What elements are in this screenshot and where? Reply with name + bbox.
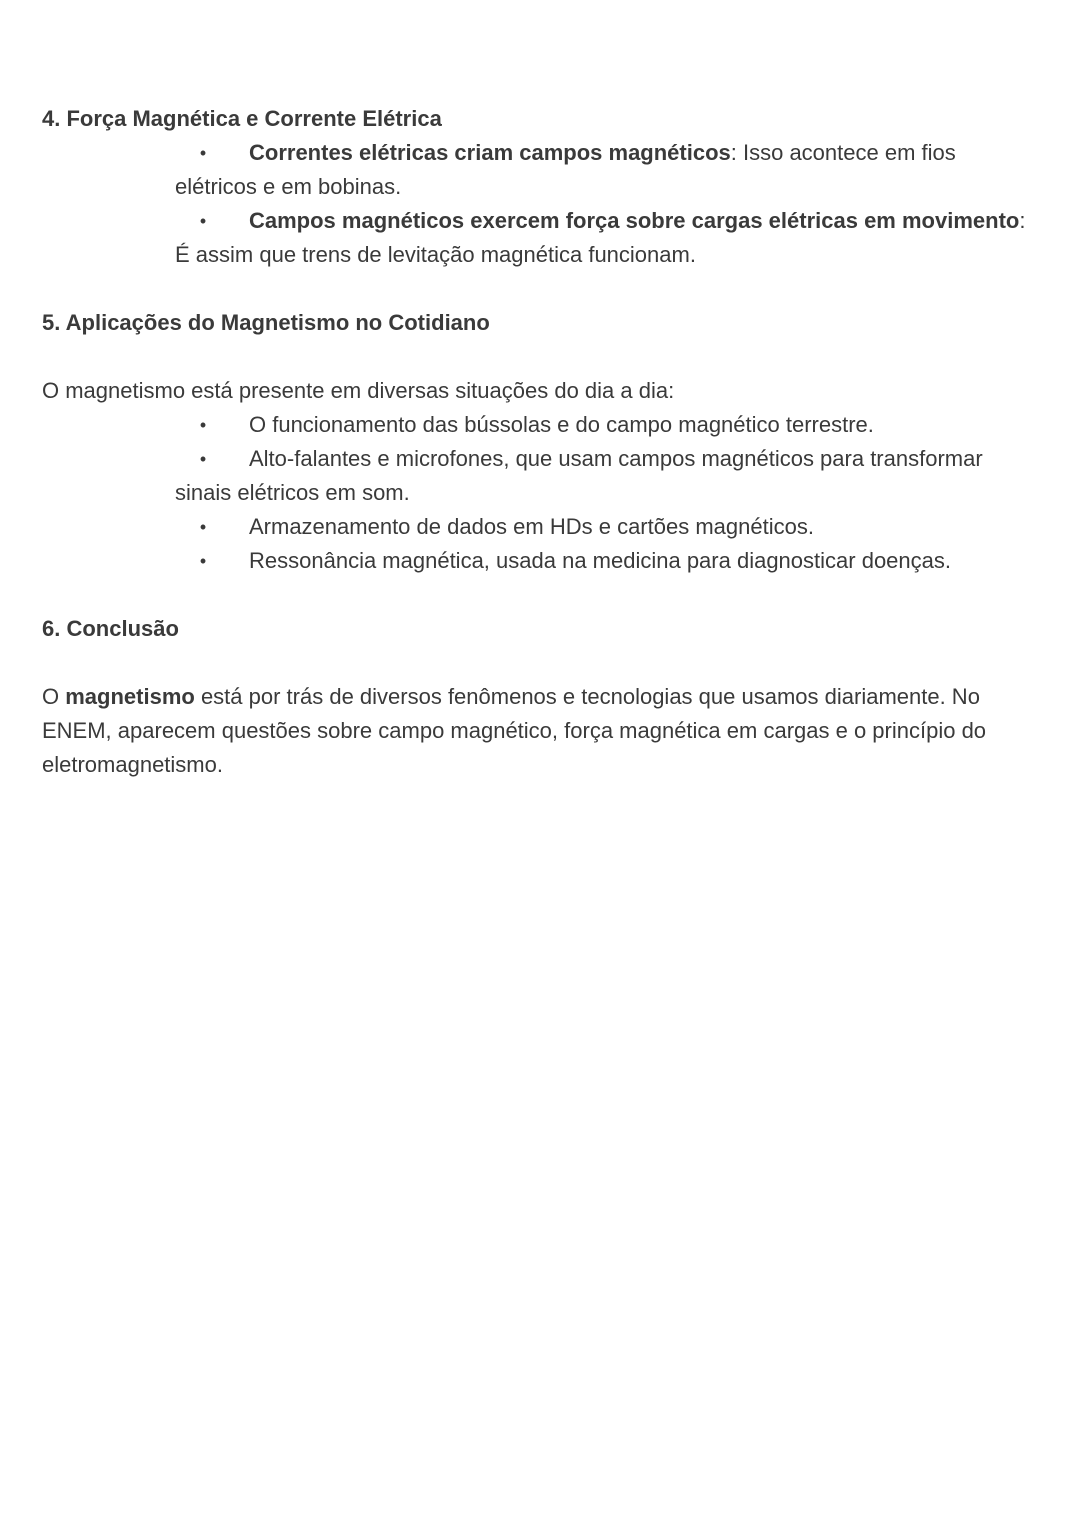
section-5-intro: O magnetismo está presente em diversas situações do dia a dia: [42,378,675,403]
bullet-icon: • [199,517,207,537]
section-4-list [42,136,1038,272]
list-item [42,510,1038,544]
list-item-text: Alto-falantes e microfones, que usam campos magnéticos para transformar sinais elétricos em som. [175,446,983,505]
list-item [42,204,1038,272]
bullet-icon: • [199,415,207,435]
list-item-bold: Campos magnéticos exercem força sobre cargas elétricas em movimento [249,208,1020,233]
list-item-text: O funcionamento das bússolas e do campo magnético terrestre. [249,412,874,437]
section-5-heading: 5. Aplicações do Magnetismo no Cotidiano [42,310,490,335]
section-6-paragraph [42,680,1038,782]
paragraph-lead: O [42,684,66,709]
bullet-icon: • [199,449,207,469]
section-5-list [42,408,1038,578]
section-6-heading: 6. Conclusão [42,616,179,641]
bullet-icon: • [199,551,207,571]
list-item [42,544,1038,578]
list-item-text: : Isso acontece em fios elétricos e em bobinas. [175,140,956,199]
list-item [42,136,1038,204]
bullet-icon: • [199,143,207,163]
list-item [42,408,1038,442]
spacer [42,272,1038,306]
spacer [42,646,1038,680]
spacer [42,578,1038,612]
list-item-text: : É assim que trens de levitação magnética funcionam. [175,208,1026,267]
paragraph-text: está por trás de diversos fenômenos e tecnologias que usamos diariamente. No ENEM, aparecem questões sobre campo magnético, força magnética em cargas e o princípio do eletromagnetismo. [42,684,987,777]
list-item-text: Armazenamento de dados em HDs e cartões magnéticos. [249,514,814,539]
list-item [42,442,1038,510]
section-4-heading: 4. Força Magnética e Corrente Elétrica [42,106,442,131]
paragraph-bold: magnetismo [65,684,195,709]
bullet-icon: • [199,211,207,231]
list-item-bold: Correntes elétricas criam campos magnéticos [249,140,731,165]
list-item-text: Ressonância magnética, usada na medicina para diagnosticar doenças. [249,548,951,573]
spacer [42,340,1038,374]
